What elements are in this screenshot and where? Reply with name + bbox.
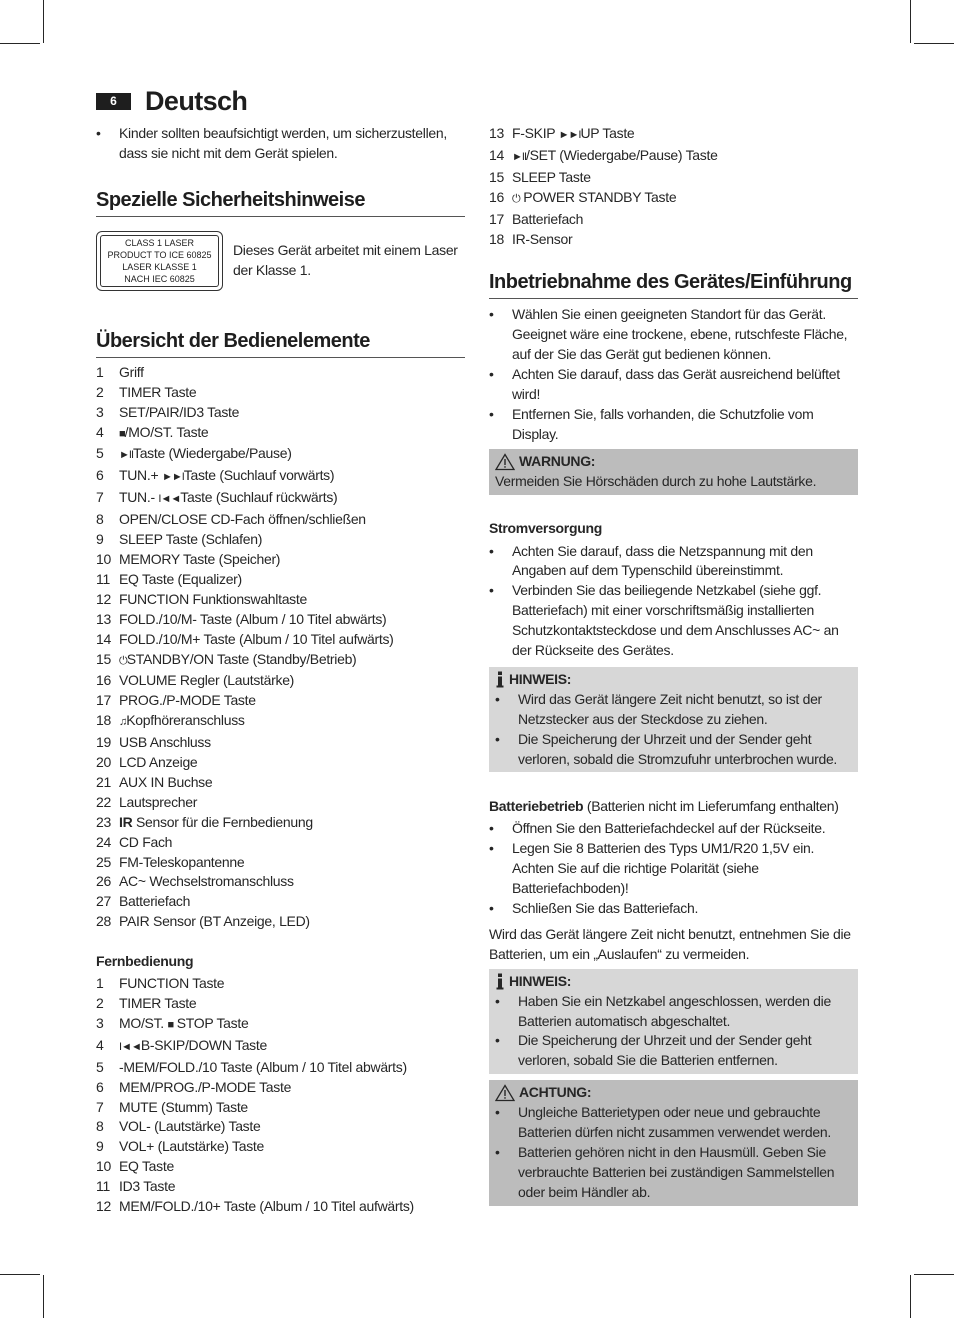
list-item <box>489 124 858 146</box>
item-label: PROG./P-MODE Taste <box>119 692 256 709</box>
item-label: IR-Sensor <box>512 230 573 247</box>
list-item <box>489 188 858 210</box>
item-text <box>119 570 242 590</box>
item-label: UP Taste <box>580 125 635 141</box>
item-text <box>119 610 386 630</box>
item-text <box>512 168 591 188</box>
safety-heading: Spezielle Sicherheitshinweise <box>96 187 465 217</box>
item-label: EQ Taste <box>119 1158 174 1175</box>
list-item <box>96 570 465 590</box>
list-item <box>96 833 465 853</box>
item-text <box>119 630 394 650</box>
warning-triangle-icon <box>495 453 515 471</box>
list-item <box>96 711 465 733</box>
crop-mark <box>0 43 40 44</box>
item-text <box>119 1078 291 1098</box>
list-item <box>96 892 465 912</box>
item-number: 20 <box>96 754 111 771</box>
controls-list <box>96 363 465 932</box>
list-item <box>96 1117 465 1137</box>
item-number: 12 <box>96 1198 111 1215</box>
list-item: • Achten Sie darauf, dass das Gerät ausreichend belüftet wird! <box>489 365 858 405</box>
item-number: 7 <box>96 1098 104 1115</box>
item-text <box>119 912 310 932</box>
power-hint-title-text: HINWEIS: <box>509 670 572 687</box>
item-label: FOLD./10/M+ Taste (Album / 10 Titel aufwärts) <box>119 630 394 647</box>
list-item <box>96 530 465 550</box>
item-label: EQ Taste (Equalizer) <box>119 570 242 587</box>
item-label: FOLD./10/M- Taste (Album / 10 Titel abwärts) <box>119 610 387 627</box>
list-item <box>96 1078 465 1098</box>
item-text <box>512 230 572 250</box>
item-number: 3 <box>96 1014 104 1031</box>
list-item: • Die Speicherung der Uhrzeit und der Sender geht verloren, sobald Sie die Batterien entfernen. <box>495 1031 852 1071</box>
item-number: 4 <box>96 423 104 440</box>
item-text <box>119 892 190 912</box>
item-number: 3 <box>96 403 104 420</box>
control-symbol-icon: ►II <box>119 449 133 462</box>
item-label: MEMORY Taste (Speicher) <box>119 550 281 567</box>
item-label: /MO/ST. Taste <box>124 423 209 440</box>
item-text <box>512 146 718 168</box>
battery-hint-title <box>495 972 852 992</box>
list-item <box>96 1197 465 1217</box>
control-symbol-icon: ■ <box>119 427 125 440</box>
item-text <box>119 1098 248 1118</box>
item-number: 18 <box>489 230 504 247</box>
item-text <box>119 1036 267 1058</box>
item-number: 18 <box>96 712 111 729</box>
crop-mark <box>910 1275 911 1318</box>
item-number: 23 <box>96 813 111 830</box>
battery-hint-box <box>489 969 858 1075</box>
list-item <box>96 488 465 510</box>
item-text <box>119 403 239 423</box>
item-label: AC~ Wechselstromanschluss <box>119 873 294 890</box>
list-item: • Öffnen Sie den Batteriefachdeckel auf der Rückseite. <box>489 819 858 839</box>
warning-triangle-icon <box>495 1084 515 1102</box>
list-item <box>96 853 465 873</box>
item-label: Sensor für die Fernbedienung <box>132 813 313 830</box>
item-label: AUX IN Buchse <box>119 773 213 790</box>
item-number: 9 <box>96 531 104 548</box>
caution-title-text: ACHTUNG: <box>519 1084 592 1101</box>
battery-list <box>489 819 858 919</box>
power-hint-list <box>495 690 852 770</box>
item-number: 2 <box>96 383 104 400</box>
list-item <box>96 550 465 570</box>
item-text <box>119 1058 407 1078</box>
item-number: 13 <box>489 125 504 141</box>
list-item: • Ungleiche Batterietypen oder neue und gebrauchte Batterien dürfen nicht zusammen verwendet werden. <box>495 1103 852 1143</box>
item-number: 21 <box>96 773 111 790</box>
list-item <box>96 423 465 445</box>
item-number: 25 <box>96 853 111 870</box>
item-label: MUTE (Stumm) Taste <box>119 1098 248 1115</box>
item-text <box>119 423 208 445</box>
item-label: MEM/FOLD./10+ Taste (Album / 10 Titel aufwärts) <box>119 1198 414 1215</box>
power-list <box>489 542 858 661</box>
item-number: 19 <box>96 734 111 751</box>
list-item <box>96 691 465 711</box>
warning-title-text: WARNUNG: <box>519 452 596 469</box>
item-number: 5 <box>96 1058 104 1075</box>
item-number: 14 <box>489 146 504 163</box>
item-text <box>119 488 337 510</box>
laser-info <box>96 231 465 291</box>
item-text <box>512 124 634 146</box>
item-number: 17 <box>489 210 504 227</box>
list-item <box>96 872 465 892</box>
controls-heading: Übersicht der Bedienelemente <box>96 328 465 358</box>
item-text <box>119 444 292 466</box>
item-label: Taste (Suchlauf rückwärts) <box>180 489 338 506</box>
control-symbol-icon: ⏻ <box>119 654 127 667</box>
control-symbol-icon: I◄◄ <box>158 493 181 506</box>
battery-paragraph: Wird das Gerät längere Zeit nicht benutzt, entnehmen Sie die Batterien, um ein „Auslaufen“ zu vermeiden. <box>489 925 851 962</box>
list-item <box>96 403 465 423</box>
page-title: Deutsch <box>145 86 248 116</box>
list-item: • Die Speicherung der Uhrzeit und der Sender geht verloren, sobald die Stromzufuhr unterbrochen wurde. <box>495 730 852 770</box>
crop-mark <box>0 1274 40 1275</box>
battery-hint-title-text: HINWEIS: <box>509 972 572 989</box>
item-number: 1 <box>96 363 104 380</box>
item-label: Taste (Suchlauf vorwärts) <box>183 467 335 484</box>
item-number: 13 <box>96 610 111 627</box>
list-item <box>96 363 465 383</box>
item-label: -MEM/FOLD./10 Taste (Album / 10 Titel abwärts) <box>119 1058 407 1075</box>
list-item <box>96 630 465 650</box>
laser-label-line: PRODUCT TO ICE 60825 <box>107 249 212 260</box>
crop-mark <box>43 0 44 43</box>
control-symbol-icon: ►►I <box>161 471 184 484</box>
item-label: STOP Taste <box>173 1014 249 1031</box>
power-heading: Stromversorgung <box>489 519 602 536</box>
caution-title <box>495 1083 852 1103</box>
warning-box <box>489 449 858 495</box>
item-text <box>119 833 172 853</box>
item-text <box>119 650 356 672</box>
item-number: 28 <box>96 913 111 930</box>
item-label: Lautsprecher <box>119 793 198 810</box>
item-number: 24 <box>96 833 111 850</box>
item-text <box>119 974 224 994</box>
item-number: 17 <box>96 692 111 709</box>
item-number: 8 <box>96 511 104 528</box>
item-number: 5 <box>96 445 104 462</box>
battery-heading: Batteriebetrieb <box>489 798 584 815</box>
item-number: 12 <box>96 590 111 607</box>
item-label: FUNCTION Funktionswahltaste <box>119 590 307 607</box>
left-column <box>96 124 465 1217</box>
item-prefix: MO/ST. <box>119 1014 168 1031</box>
item-text <box>119 590 307 610</box>
list-item: • Haben Sie ein Netzkabel angeschlossen, werden die Batterien automatisch abgeschaltet. <box>495 992 852 1032</box>
laser-label-line: NACH IEC 60825 <box>124 273 195 284</box>
item-number: 9 <box>96 1138 104 1155</box>
laser-label-line: CLASS 1 LASER <box>124 237 195 248</box>
list-item <box>96 1058 465 1078</box>
warning-title <box>495 452 852 472</box>
info-icon <box>495 671 505 688</box>
item-number: 16 <box>489 188 504 205</box>
item-label: USB Anschluss <box>119 734 211 751</box>
crop-mark <box>910 0 911 43</box>
item-text <box>119 671 294 691</box>
item-number: 15 <box>489 168 504 185</box>
item-text <box>119 994 196 1014</box>
list-item <box>489 168 858 188</box>
list-item <box>96 1157 465 1177</box>
right-column <box>489 124 858 1206</box>
item-label: Batteriefach <box>512 210 584 227</box>
list-item: • Wird das Gerät längere Zeit nicht benutzt, so ist der Netzstecker aus der Steckdose zu ziehen. <box>495 690 852 730</box>
item-label: PAIR Sensor (BT Anzeige, LED) <box>119 913 310 930</box>
item-label: FM-Teleskopantenne <box>119 853 245 870</box>
item-text <box>119 1157 174 1177</box>
item-label: Batteriefach <box>119 893 191 910</box>
item-label: FUNCTION Taste <box>119 975 225 992</box>
control-symbol-icon: ►II <box>512 150 526 163</box>
list-item <box>96 510 465 530</box>
power-hint-box <box>489 667 858 773</box>
item-label: STANDBY/ON Taste (Standby/Betrieb) <box>126 650 357 667</box>
item-text <box>119 733 211 753</box>
item-text <box>119 691 256 711</box>
list-item <box>489 230 858 250</box>
item-number: 15 <box>96 650 111 667</box>
list-item: • Entfernen Sie, falls vorhanden, die Schutzfolie vom Display. <box>489 405 858 445</box>
item-label: Griff <box>119 363 144 380</box>
item-number: 4 <box>96 1036 104 1053</box>
item-text <box>119 510 366 530</box>
list-item <box>96 753 465 773</box>
item-text <box>119 530 262 550</box>
control-symbol-icon: ►►I <box>558 129 581 141</box>
list-item <box>96 793 465 813</box>
list-item <box>96 1014 465 1036</box>
item-label: TIMER Taste <box>119 383 197 400</box>
battery-heading-line <box>489 797 858 817</box>
item-text <box>119 1177 175 1197</box>
item-text <box>119 1014 248 1036</box>
item-text <box>119 711 245 733</box>
item-number: 11 <box>96 1178 110 1195</box>
item-label: Taste (Wiedergabe/Pause) <box>133 445 292 462</box>
crop-mark <box>43 1275 44 1318</box>
item-text <box>119 793 197 813</box>
item-text <box>119 872 294 892</box>
item-text <box>119 466 334 488</box>
list-item: • Legen Sie 8 Batterien des Typs UM1/R20 1,5V ein. Achten Sie auf die richtige Polarität (siehe Batteriefachboden)! <box>489 839 858 899</box>
list-item <box>96 671 465 691</box>
item-label: SLEEP Taste <box>512 168 591 185</box>
item-label: OPEN/CLOSE CD-Fach öffnen/schließen <box>119 511 366 528</box>
item-number: 6 <box>96 467 104 484</box>
battery-hint-list <box>495 992 852 1072</box>
item-label: SET/PAIR/ID3 Taste <box>119 403 240 420</box>
crop-mark <box>914 43 954 44</box>
list-item <box>489 146 858 168</box>
item-number: 10 <box>96 1158 111 1175</box>
item-label: SLEEP Taste (Schlafen) <box>119 531 263 548</box>
list-item <box>96 383 465 403</box>
control-symbol-icon: ♫ <box>119 716 127 729</box>
laser-text: Dieses Gerät arbeitet mit einem Laser der Klasse 1. <box>233 241 458 278</box>
battery-heading-note: (Batterien nicht im Lieferumfang enthalten) <box>583 798 839 815</box>
caution-box <box>489 1080 858 1205</box>
item-prefix: TUN.+ <box>119 467 162 484</box>
list-item <box>96 1098 465 1118</box>
list-item <box>96 994 465 1014</box>
list-item <box>96 773 465 793</box>
list-item: • Schließen Sie das Batteriefach. <box>489 899 858 919</box>
intro-list <box>96 124 465 164</box>
item-label: B-SKIP/DOWN Taste <box>140 1036 267 1053</box>
crop-mark <box>914 1274 954 1275</box>
list-item <box>96 466 465 488</box>
page-number: 6 <box>96 93 131 110</box>
item-text <box>119 363 144 383</box>
item-label: VOL- (Lautstärke) Taste <box>119 1118 261 1135</box>
list-item <box>96 912 465 932</box>
item-number: 10 <box>96 550 111 567</box>
item-label: POWER STANDBY Taste <box>519 188 677 205</box>
list-item <box>96 650 465 672</box>
item-label: VOLUME Regler (Lautstärke) <box>119 672 295 689</box>
item-text <box>512 210 583 230</box>
item-text <box>119 813 313 833</box>
setup-heading: Inbetriebnahme des Gerätes/Einführung <box>489 269 858 299</box>
control-symbol-icon: ⏻ <box>512 192 520 205</box>
list-item: • Verbinden Sie das beiliegende Netzkabel (siehe ggf. Batteriefach) mit einer vorschriftsmäßig installierten Schutzkontaktsteckdose und dem Anschlusses AC~ an der Rückseite des Gerätes. <box>489 581 858 661</box>
list-item: • Kinder sollten beaufsichtigt werden, um sicherzustellen, dass sie nicht mit dem Gerät spielen. <box>96 124 465 164</box>
item-text <box>119 1117 260 1137</box>
list-item <box>96 444 465 466</box>
item-text <box>119 773 212 793</box>
control-symbol-icon: ■ <box>167 1018 174 1031</box>
item-number: 26 <box>96 873 111 890</box>
item-label: TIMER Taste <box>119 995 197 1011</box>
info-icon <box>495 973 505 990</box>
item-bold: IR <box>119 813 133 830</box>
item-label: /SET (Wiedergabe/Pause) Taste <box>526 146 718 163</box>
item-label: Kopfhöreranschluss <box>126 712 245 729</box>
list-item: • Achten Sie darauf, dass die Netzspannung mit den Angaben auf dem Typenschild übereinstimmt. <box>489 542 858 582</box>
item-label: VOL+ (Lautstärke) Taste <box>119 1138 264 1155</box>
list-item <box>96 733 465 753</box>
laser-label-line: LASER KLASSE 1 <box>122 261 197 272</box>
item-prefix: TUN.- <box>119 489 159 506</box>
list-item: • Wählen Sie einen geeigneten Standort für das Gerät. Geeignet wäre eine trockene, ebene, rutschfeste Fläche, auf der Sie das Gerät gut bedienen können. <box>489 305 858 365</box>
list-item <box>96 1036 465 1058</box>
item-text <box>119 1197 414 1217</box>
remote-heading: Fernbedienung <box>96 953 194 970</box>
list-item <box>96 813 465 833</box>
item-text <box>119 383 196 403</box>
list-item <box>489 210 858 230</box>
item-number: 2 <box>96 995 104 1011</box>
control-symbol-icon: I◄◄ <box>119 1040 141 1053</box>
list-item <box>96 590 465 610</box>
power-hint-title <box>495 670 852 690</box>
item-label: LCD Anzeige <box>119 754 198 771</box>
item-text <box>119 853 244 873</box>
item-prefix: F-SKIP <box>512 125 559 141</box>
item-text <box>119 550 280 570</box>
item-number: 6 <box>96 1078 104 1095</box>
item-text <box>119 753 197 773</box>
item-number: 14 <box>96 630 111 647</box>
list-item <box>96 1137 465 1157</box>
item-label: MEM/PROG./P-MODE Taste <box>119 1078 292 1095</box>
item-number: 11 <box>96 570 110 587</box>
item-number: 1 <box>96 975 104 992</box>
list-item <box>96 1177 465 1197</box>
remote-list <box>96 974 465 1217</box>
item-number: 27 <box>96 893 111 910</box>
list-item <box>96 610 465 630</box>
list-item: • Batterien gehören nicht in den Hausmüll. Geben Sie verbrauchte Batterien bei zuständigen Sammelstellen oder beim Händler ab. <box>495 1143 852 1203</box>
laser-class-label <box>96 231 223 291</box>
item-label: CD Fach <box>119 833 173 850</box>
item-label: ID3 Taste <box>119 1178 176 1195</box>
item-number: 7 <box>96 489 104 506</box>
item-number: 16 <box>96 672 111 689</box>
item-text <box>119 1137 264 1157</box>
remote-list-continued <box>489 124 858 249</box>
item-number: 22 <box>96 793 111 810</box>
setup-list <box>489 305 858 444</box>
item-number: 8 <box>96 1118 104 1135</box>
item-text <box>512 188 676 210</box>
warning-text: Vermeiden Sie Hörschäden durch zu hohe Lautstärke. <box>495 472 817 489</box>
caution-list <box>495 1103 852 1203</box>
list-item <box>96 974 465 994</box>
